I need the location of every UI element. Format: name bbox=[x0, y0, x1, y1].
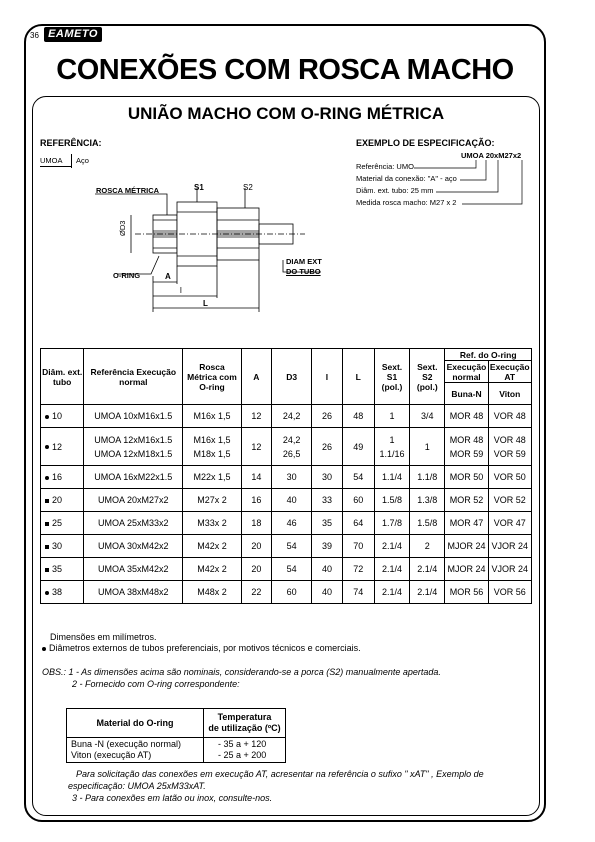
cell-s1-line: 1.7/8 bbox=[381, 518, 403, 528]
cell-s1-line: 1 bbox=[389, 411, 395, 421]
note-dimensions: Dimensões em milímetros. bbox=[50, 632, 157, 642]
cell-buna-line: MOR 48 bbox=[449, 434, 484, 445]
cell-l-small: 26 bbox=[312, 405, 342, 428]
label-l-small: l bbox=[180, 286, 182, 295]
label-oring: O-RING bbox=[113, 271, 141, 280]
square-marker-icon bbox=[45, 568, 49, 572]
note-preferred-wrap bbox=[42, 643, 361, 653]
footer-line-3: 3 - Para conexões em latão ou inox, consulte-nos. bbox=[72, 793, 273, 803]
cell-viton bbox=[488, 405, 531, 428]
exemplo-line-4: Medida rosca macho: M27 x 2 bbox=[356, 198, 457, 207]
cell-rosca-line: M48x 2 bbox=[197, 587, 227, 597]
col-s1: Sext. S1 (pol.) bbox=[374, 349, 409, 405]
label-d3: ØD3 bbox=[118, 220, 127, 236]
note-obs2: 2 - Fornecido com O-ring correspondente: bbox=[72, 679, 240, 689]
cell-s1 bbox=[374, 405, 409, 428]
cell-rosca-line: M33x 2 bbox=[197, 518, 227, 528]
cell-l-small: 39 bbox=[312, 535, 342, 558]
cell-l-big: 70 bbox=[342, 535, 374, 558]
cell-rosca bbox=[183, 428, 242, 466]
cell-buna-line: MJOR 24 bbox=[447, 564, 486, 574]
cell-viton bbox=[488, 581, 531, 604]
cell-s1 bbox=[374, 428, 409, 466]
cell-rosca-line: M16x 1,5 bbox=[193, 411, 231, 421]
material-table bbox=[66, 708, 286, 763]
cell-diam-value: 12 bbox=[52, 441, 63, 452]
cell-s1 bbox=[374, 535, 409, 558]
cell-d3-line: 24,2 bbox=[282, 434, 301, 445]
cell-rosca bbox=[183, 535, 242, 558]
cell-diam-value: 35 bbox=[52, 564, 63, 574]
col-exec-at: Execução AT bbox=[489, 361, 530, 382]
mat-row-1-material: Buna -N (execução normal) bbox=[71, 739, 182, 749]
dot-marker-icon bbox=[45, 476, 49, 480]
cell-d3 bbox=[271, 535, 311, 558]
cell-diam-value: 25 bbox=[52, 518, 63, 528]
cell-diam bbox=[41, 558, 84, 581]
cell-diam bbox=[41, 405, 84, 428]
note-preferred: Diâmetros externos de tubos preferenciais, por motivos técnicos e comerciais. bbox=[49, 643, 361, 653]
cell-s1 bbox=[374, 558, 409, 581]
cell-l-small: 30 bbox=[312, 466, 342, 489]
cell-rosca bbox=[183, 489, 242, 512]
cell-a: 20 bbox=[241, 535, 271, 558]
table-row bbox=[41, 405, 532, 428]
referencia-code: UMOA bbox=[40, 156, 63, 165]
cell-viton bbox=[488, 428, 531, 466]
cell-ref bbox=[84, 535, 183, 558]
cell-ref-line: UMOA 38xM48x2 bbox=[98, 587, 169, 597]
cell-rosca bbox=[183, 512, 242, 535]
cell-ref-line: UMOA 30xM42x2 bbox=[98, 541, 169, 551]
cell-buna bbox=[445, 581, 488, 604]
cell-d3 bbox=[271, 558, 311, 581]
cell-ref-line: UMOA 10xM16x1.5 bbox=[94, 411, 173, 421]
cell-buna-line: MOR 47 bbox=[449, 518, 484, 528]
cell-rosca bbox=[183, 558, 242, 581]
cell-buna-line: MOR 59 bbox=[449, 448, 484, 459]
cell-a: 22 bbox=[241, 581, 271, 604]
cell-viton-line: VOR 59 bbox=[493, 448, 526, 459]
cell-a: 12 bbox=[241, 428, 271, 466]
dot-marker-icon bbox=[45, 591, 49, 595]
cell-viton bbox=[488, 466, 531, 489]
cell-diam-value: 20 bbox=[52, 495, 63, 505]
cell-rosca bbox=[183, 466, 242, 489]
dot-marker-icon bbox=[45, 445, 49, 449]
cell-rosca bbox=[183, 581, 242, 604]
cell-d3 bbox=[271, 466, 311, 489]
square-marker-icon bbox=[45, 545, 49, 549]
cell-viton-line: VOR 48 bbox=[493, 411, 526, 421]
cell-s1 bbox=[374, 489, 409, 512]
cell-diam-value: 38 bbox=[52, 587, 63, 597]
cell-d3-line: 54 bbox=[286, 564, 297, 574]
cell-s1-line: 2.1/4 bbox=[381, 564, 403, 574]
table-row bbox=[41, 489, 532, 512]
cell-s2: 1.5/8 bbox=[410, 512, 445, 535]
col-l-big: L bbox=[342, 349, 374, 405]
cell-s1-line: 2.1/4 bbox=[381, 541, 403, 551]
cell-s1 bbox=[374, 581, 409, 604]
exemplo-line-3: Diâm. ext. tubo: 25 mm bbox=[356, 186, 434, 195]
cell-viton bbox=[488, 535, 531, 558]
cell-buna-line: MOR 48 bbox=[449, 411, 484, 421]
cell-a: 12 bbox=[241, 405, 271, 428]
label-l-big: L bbox=[203, 299, 208, 308]
cell-ref bbox=[84, 405, 183, 428]
cell-buna-line: MOR 52 bbox=[449, 495, 484, 505]
cell-d3-line: 60 bbox=[286, 587, 297, 597]
cell-s1 bbox=[374, 466, 409, 489]
cell-diam bbox=[41, 512, 84, 535]
cell-a: 20 bbox=[241, 558, 271, 581]
cell-ref bbox=[84, 489, 183, 512]
cell-rosca-line: M18x 1,5 bbox=[193, 448, 231, 459]
cell-ref-line: UMOA 12xM16x1.5 bbox=[94, 434, 173, 445]
cell-viton-line: VJOR 24 bbox=[491, 541, 529, 551]
mat-materials bbox=[67, 738, 204, 763]
page-title: CONEXÕES COM ROSCA MACHO bbox=[56, 54, 514, 86]
note-obs1: OBS.: 1 - As dimensões acima são nominais, considerando-se a porca (S2) manualmente apertada. bbox=[42, 667, 441, 677]
cell-d3-line: 30 bbox=[286, 472, 297, 482]
cell-l-big: 60 bbox=[342, 489, 374, 512]
table-row bbox=[41, 535, 532, 558]
cell-buna-line: MOR 56 bbox=[449, 587, 484, 597]
mat-row-1-temp: - 35 a + 120 bbox=[218, 739, 267, 749]
cell-s1-line: 1.1/16 bbox=[379, 448, 405, 459]
cell-d3 bbox=[271, 489, 311, 512]
exemplo-code: UMOA 20xM27x2 bbox=[461, 151, 522, 160]
cell-viton bbox=[488, 558, 531, 581]
exemplo-line-2: Material da conexão: "A" - aço bbox=[356, 174, 457, 183]
mat-header-temp-line1: Temperatura bbox=[217, 712, 272, 722]
logo-text: EAMETO bbox=[48, 28, 98, 40]
col-a: A bbox=[241, 349, 271, 405]
cell-viton-line: VOR 47 bbox=[493, 518, 526, 528]
referencia-divider bbox=[71, 154, 72, 168]
cell-diam-value: 16 bbox=[52, 472, 63, 482]
dot-marker-icon bbox=[42, 647, 46, 651]
col-exec-normal: Execução normal bbox=[446, 361, 487, 382]
footer-line-1: Para solicitação das conexões em execução AT, acresentar na referência o sufixo " xAT" , Exemplo de bbox=[76, 769, 484, 779]
exemplo-line-1: Referência: UMO bbox=[356, 162, 414, 171]
col-ref-oring: Ref. do O-ring bbox=[445, 349, 532, 361]
cell-s2: 3/4 bbox=[410, 405, 445, 428]
cell-s2: 1.1/8 bbox=[410, 466, 445, 489]
cell-ref-line: UMOA 25xM33x2 bbox=[98, 518, 169, 528]
label-diam-ext: DIAM EXT bbox=[286, 257, 322, 266]
cell-d3-line: 26,5 bbox=[282, 448, 301, 459]
cell-diam bbox=[41, 466, 84, 489]
referencia-underline bbox=[40, 166, 71, 167]
cell-s1-line: 1.5/8 bbox=[381, 495, 403, 505]
section-title: UNIÃO MACHO COM O-RING MÉTRICA bbox=[127, 104, 445, 123]
cell-viton-line: VOR 50 bbox=[493, 472, 526, 482]
referencia-material: Aço bbox=[76, 156, 89, 165]
cell-diam-value: 30 bbox=[52, 541, 63, 551]
table-row bbox=[41, 558, 532, 581]
label-rosca: ROSCA MÉTRICA bbox=[96, 186, 160, 195]
cell-buna bbox=[445, 535, 488, 558]
cell-ref bbox=[84, 581, 183, 604]
exemplo-heading: EXEMPLO DE ESPECIFICAÇÃO: bbox=[356, 138, 495, 148]
cell-diam bbox=[41, 535, 84, 558]
cell-d3-line: 24,2 bbox=[282, 411, 301, 421]
cell-viton-line: VOR 48 bbox=[493, 434, 526, 445]
cell-s1-line: 1 bbox=[389, 434, 395, 445]
col-ref: Referência Execução normal bbox=[84, 349, 183, 405]
cell-buna-line: MJOR 24 bbox=[447, 541, 486, 551]
cell-rosca bbox=[183, 405, 242, 428]
col-rosca: Rosca Métrica com O-ring bbox=[183, 349, 242, 405]
cell-diam bbox=[41, 489, 84, 512]
mat-header-temp-line2: de utilização (ºC) bbox=[208, 723, 281, 733]
cell-d3 bbox=[271, 405, 311, 428]
page-number: 36 bbox=[30, 31, 39, 40]
dot-marker-icon bbox=[45, 415, 49, 419]
cell-d3-line: 54 bbox=[286, 541, 297, 551]
label-do-tubo: DO TUBO bbox=[286, 267, 321, 276]
mat-row-2-material: Viton (execução AT) bbox=[71, 750, 152, 760]
cell-rosca-line: M42x 2 bbox=[197, 541, 227, 551]
cell-rosca-line: M27x 2 bbox=[197, 495, 227, 505]
technical-drawing bbox=[95, 180, 335, 330]
cell-l-big: 72 bbox=[342, 558, 374, 581]
cell-ref bbox=[84, 428, 183, 466]
referencia-heading: REFERÊNCIA: bbox=[40, 138, 102, 148]
table-row bbox=[41, 581, 532, 604]
cell-a: 18 bbox=[241, 512, 271, 535]
cell-s1-line: 1.1/4 bbox=[381, 472, 403, 482]
cell-d3 bbox=[271, 428, 311, 466]
col-s2: Sext. S2 (pol.) bbox=[410, 349, 445, 405]
cell-l-small: 40 bbox=[312, 581, 342, 604]
square-marker-icon bbox=[45, 499, 49, 503]
cell-l-big: 74 bbox=[342, 581, 374, 604]
cell-s2: 1 bbox=[410, 428, 445, 466]
cell-rosca-line: M16x 1,5 bbox=[193, 434, 231, 445]
cell-buna-line: MOR 50 bbox=[449, 472, 484, 482]
cell-s2: 2.1/4 bbox=[410, 581, 445, 604]
cell-l-small: 35 bbox=[312, 512, 342, 535]
cell-buna bbox=[445, 558, 488, 581]
mat-header-temp bbox=[204, 709, 286, 738]
cell-ref bbox=[84, 558, 183, 581]
cell-viton-line: VOR 52 bbox=[493, 495, 526, 505]
cell-l-small: 40 bbox=[312, 558, 342, 581]
label-s2: S2 bbox=[243, 183, 253, 192]
cell-buna bbox=[445, 489, 488, 512]
cell-diam bbox=[41, 428, 84, 466]
cell-s2: 1.3/8 bbox=[410, 489, 445, 512]
cell-l-big: 64 bbox=[342, 512, 374, 535]
cell-buna bbox=[445, 405, 488, 428]
cell-s2: 2.1/4 bbox=[410, 558, 445, 581]
cell-l-big: 48 bbox=[342, 405, 374, 428]
col-d3: D3 bbox=[271, 349, 311, 405]
cell-ref bbox=[84, 466, 183, 489]
cell-a: 16 bbox=[241, 489, 271, 512]
cell-rosca-line: M22x 1,5 bbox=[193, 472, 231, 482]
cell-d3-line: 40 bbox=[286, 495, 297, 505]
exemplo-leader-lines bbox=[400, 158, 530, 208]
label-a: A bbox=[165, 272, 171, 281]
cell-l-big: 49 bbox=[342, 428, 374, 466]
table-row bbox=[41, 428, 532, 466]
cell-ref-line: UMOA 16xM22x1.5 bbox=[94, 472, 173, 482]
cell-ref-line: UMOA 20xM27x2 bbox=[98, 495, 169, 505]
cell-s1-line: 2.1/4 bbox=[381, 587, 403, 597]
cell-l-big: 54 bbox=[342, 466, 374, 489]
cell-rosca-line: M42x 2 bbox=[197, 564, 227, 574]
cell-l-small: 33 bbox=[312, 489, 342, 512]
cell-buna bbox=[445, 512, 488, 535]
col-viton: Viton bbox=[488, 383, 531, 405]
cell-viton bbox=[488, 489, 531, 512]
cell-diam-value: 10 bbox=[52, 411, 63, 421]
col-buna: Buna-N bbox=[445, 383, 488, 405]
cell-d3 bbox=[271, 512, 311, 535]
mat-header-material: Material do O-ring bbox=[67, 709, 204, 738]
cell-ref bbox=[84, 512, 183, 535]
cell-l-small: 26 bbox=[312, 428, 342, 466]
cell-buna bbox=[445, 466, 488, 489]
label-s1: S1 bbox=[194, 183, 204, 192]
spec-table bbox=[40, 348, 532, 604]
cell-ref-line: UMOA 12xM18x1.5 bbox=[94, 448, 173, 459]
col-diam: Diâm. ext. tubo bbox=[41, 349, 84, 405]
cell-d3 bbox=[271, 581, 311, 604]
cell-s1 bbox=[374, 512, 409, 535]
table-row bbox=[41, 512, 532, 535]
cell-a: 14 bbox=[241, 466, 271, 489]
cell-diam bbox=[41, 581, 84, 604]
cell-viton bbox=[488, 512, 531, 535]
cell-ref-line: UMOA 35xM42x2 bbox=[98, 564, 169, 574]
cell-viton-line: VOR 56 bbox=[493, 587, 526, 597]
cell-buna bbox=[445, 428, 488, 466]
mat-temps bbox=[204, 738, 286, 763]
col-l-small: l bbox=[312, 349, 342, 405]
cell-d3-line: 46 bbox=[286, 518, 297, 528]
cell-s2: 2 bbox=[410, 535, 445, 558]
mat-row-2-temp: - 25 a + 200 bbox=[218, 750, 267, 760]
square-marker-icon bbox=[45, 522, 49, 526]
footer-line-2: especificação: UMOA 25xM33xAT. bbox=[68, 781, 206, 791]
table-row bbox=[41, 466, 532, 489]
cell-viton-line: VJOR 24 bbox=[491, 564, 529, 574]
